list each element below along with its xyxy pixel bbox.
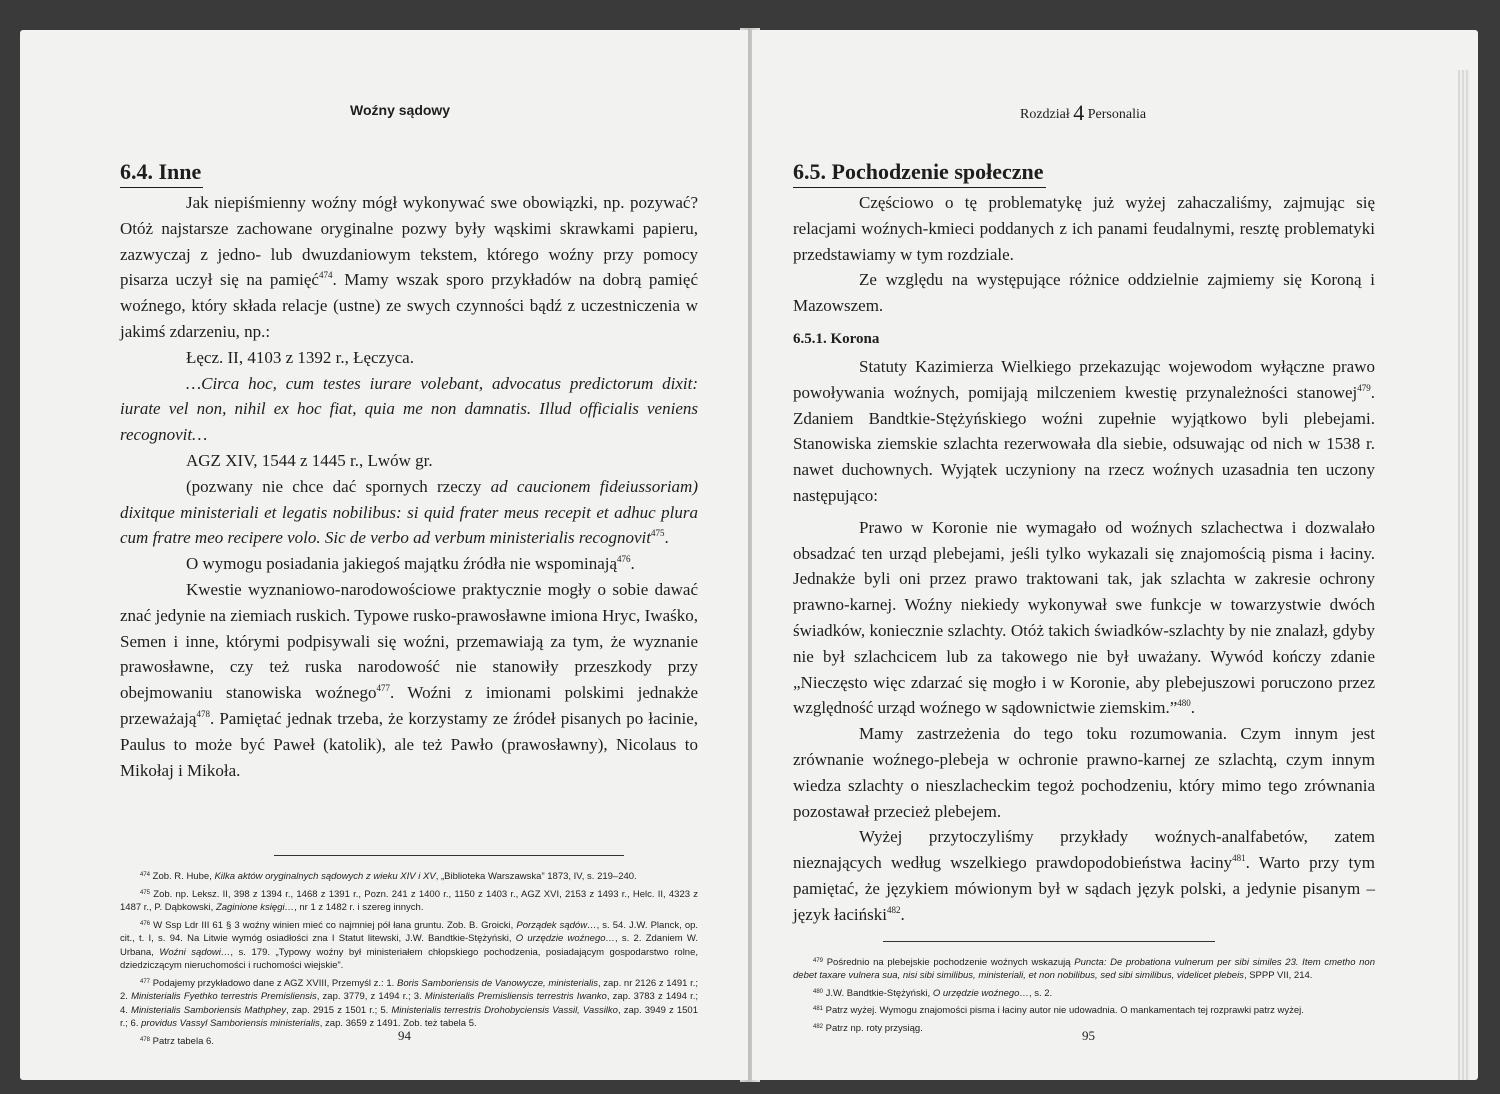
paragraph: Statuty Kazimierza Wielkiego przekazując wojewodom wyłączne prawo powoływania woźnych, pomijają milczeniem kwestię przynależności stanowej$^{479}$. Zdaniem Bandtkie-Stężyńskiego woźni zupełnie wyjątkowo byli plebejami. Stanowiska ziemskie szlachta rezerwowała dla siebie, odsuwając od nich w 1538 r. nawet duchownych. Wyjątek uczyniony na rzecz woźnych uzasadnia ten uczony następująco: bbox=[793, 356, 1375, 505]
paragraph: Kwestie wyznaniowo-narodowościowe praktycznie mogły o sobie dawać znać jedynie na ziemiach ruskich. Typowe rusko-prawosławne imiona Hryc, Iwaśko, Semen i inne, którymi podpisywali się woźni, przemawiają za tym, że wyznanie prawosławne, czy też ruska narodowość nie stanowiły przeszkody przy obejmowaniu stanowiska woźnego$^{477}$. Woźni z imionami polskimi jednakże przeważają$^{478}$. Pamiętać jednak trzeba, że korzystamy ze źródeł pisanych po łacinie, Paulus to może być Paweł (katolik), ale też Pawło (prawosławny), Nicolaus to Mikołaj i Mikoła. bbox=[120, 579, 699, 780]
footnote-rule bbox=[274, 855, 624, 856]
left-text-column bbox=[120, 157, 698, 1052]
source-citation: Łęcz. II, 4103 z 1392 r., Łęczyca. bbox=[186, 347, 414, 367]
footnote: $^{482}$ Patrz np. roty przysiąg. bbox=[813, 1022, 923, 1034]
paragraph: Wyżej przytoczyliśmy przykłady woźnych-analfabetów, zatem nieznających według wszelkiego prawdopodobieństwa łaciny$^{481}$. Warto przy tym pamiętać, że językiem mówionym był w sądach język polski, a jedynie pisanym – język łaciński$^{482}$. bbox=[793, 827, 1375, 924]
running-head: Rozdział 4 Personalia bbox=[1020, 100, 1147, 125]
latin-quote: …Circa hoc, cum testes iurare volebant, advocatus predictorum dixit: iurate vel non, nihil ex hoc fiat, quia me non damnatis. Illud officialis veniens recognovit… bbox=[120, 373, 698, 445]
right-page bbox=[752, 30, 1478, 1080]
footnote: $^{480}$ J.W. Bandtkie-Stężyński, O urzędzie woźnego…, s. 2. bbox=[813, 987, 1053, 999]
footnote: $^{474}$ Zob. R. Hube, Kilka aktów oryginalnych sądowych z wieku XIV i XV, „Biblioteka Warszawska” 1873, IV, s. 219–240. bbox=[140, 871, 637, 883]
footnote: $^{481}$ Patrz wyżej. Wymogu znajomości pisma i łaciny autor nie udowadnia. O mankamentach tej rozprawki patrz wyżej. bbox=[813, 1005, 1304, 1017]
footnote: $^{477}$ Podajemy przykładowo dane z AGZ XVIII, Przemyśl z.: 1. Boris Samboriensis de Vanowycze, ministerialis, zap. nr 2126 z 1491 r.; 2. Ministerialis Fyethko terrestris Premisliensis, zap. 3779, z 1494 r.; 3. Ministerialis Premisliensis terrestris Iwanko, zap. 3783 z 1494 r.; 4. Ministerialis Samboriensis Mathphey, zap. 2915 z 1501 r.; 5. Ministerialis terrestris Drohobyciensis Vassil, Vassilko, zap. 3949 z 1501 r.; 6. providus Vassyl Samboriensis ministerialis, zap. 3659 z 1491. Zob. też tabela 5. bbox=[120, 977, 699, 1030]
footnote: $^{476}$ W Ssp Ldr III 61 § 3 woźny winien mieć co najmniej pół łana gruntu. Zob. B. Groicki, Porządek sądów…, s. 54. J.W. Planck, op. cit., t. I, s. 94. Na Litwie wymóg osiadłości zna I Statut litewski, J.W. Bandtkie-Stężyński, O urzędzie woźnego…, s. 2. Zdaniem W. Urbana, Woźni sądowi…, s. 179. „Typowy woźny był ministeriałem chłopskiego pochodzenia, posiadającym gospodarstwo rolne, dziedziczącym nieruchomości i ruchomości wiejskie”. bbox=[120, 919, 699, 972]
latin-quote: (pozwany nie chce dać spornych rzeczy ad caucionem fideiussoriam) dixitque ministeriali et legatis nobilibus: si quid frater meus recepit et adhuc plura cum fratre meo recipere volo. Sic de verbo ad verbum ministerialis recognovit$^{475}$. bbox=[120, 476, 698, 548]
page-number: 94 bbox=[398, 1028, 411, 1043]
footnote-rule bbox=[883, 941, 1215, 942]
footnotes bbox=[793, 956, 1375, 1036]
running-head: Woźny sądowy bbox=[350, 102, 451, 118]
paragraph: Częściowo o tę problematykę już wyżej zahaczaliśmy, zajmując się relacjami woźnych-kmieci poddanych z ich panami feudalnymi, resztę problematyki przedstawiamy w tym rozdziale. bbox=[793, 193, 1375, 264]
right-text-column bbox=[793, 157, 1375, 1039]
block-quote: Prawo w Koronie nie wymagało od woźnych szlachectwa i dozwalało obsadzać ten urząd plebejami, jeśli tylko wykazali się znajomością pisma i łaciny. Jednakże byli oni przez prawo traktowani tak, jak szlachta w zakresie ochrony prawno-karnej. Woźny niekiedy wykonywał swe funkcje w towarzystwie dwóch świadków, koniecznie szlachty. Otóż takich świadków-szlachty by nie znalazł, gdyby nie był szlachcicem lub za takowego nie był uważany. Wywód kończy zdanie „Nieczęsto więc zdarzać się mogło i w Koronie, aby plebejuszowi poruczono przez względność urząd woźnego w sądownictwie ziemskim.”$^{480}$. bbox=[793, 517, 1375, 718]
section-heading: 6.5. Pochodzenie społeczne bbox=[793, 157, 1375, 188]
paragraph: O wymogu posiadania jakiegoś majątku źródła nie wspominają$^{476}$. bbox=[186, 554, 635, 574]
page-number: 95 bbox=[1082, 1028, 1095, 1043]
footnote: $^{479}$ Pośrednio na plebejskie pochodzenie woźnych wskazują Puncta: De probationa vulnerum per sibi similes 23. Item cmetho non debet taxare vulnera sua, nisi sibi similibus, ministeriali, et non nobilibus, sed sibi similibus, videlicet plebeis, SPPP VII, 214. bbox=[793, 956, 1376, 982]
footnotes bbox=[120, 870, 698, 1048]
footnote: $^{478}$ Patrz tabela 6. bbox=[140, 1035, 214, 1047]
source-citation: AGZ XIV, 1544 z 1445 r., Lwów gr. bbox=[186, 450, 433, 470]
paragraph: Ze względu na występujące różnice oddzielnie zajmiemy się Koroną i Mazowszem. bbox=[793, 270, 1375, 316]
section-heading: 6.4. Inne bbox=[120, 157, 698, 188]
paragraph: Mamy zastrzeżenia do tego toku rozumowania. Czym innym jest zrównanie woźnego-plebeja w ochronie prawno-karnej ze szlachtą, czym innym wiedza szlachty o nieszlacheckim tegoż pochodzeniu, który mimo tego zrównania pozostawał przecież plebejem. bbox=[793, 724, 1375, 821]
paragraph: Jak niepiśmienny woźny mógł wykonywać swe obowiązki, np. pozywać? Otóż najstarsze zachowane oryginalne pozwy były wąskimi skrawkami papieru, zazwyczaj z jedno- lub dwuzdaniowym tekstem, którego woźny przy pomocy pisarza uczył się na pamięć$^{474}$. Mamy wszak sporo przykładów na dobrą pamięć woźnego, który składa relacje (ustne) ze swych czynności bądź z uczestniczenia w jakimś zdarzeniu, np.: bbox=[120, 193, 698, 341]
subsection-heading: 6.5.1. Korona bbox=[793, 330, 880, 347]
page-edges bbox=[1458, 70, 1470, 1080]
left-page bbox=[20, 30, 748, 1080]
footnote: $^{475}$ Zob. np. Leksz. II, 398 z 1394 r., 1468 z 1391 r., Pozn. 241 z 1400 r., 1150 z 1403 r., AGZ XVI, 2153 z 1493 r., Helc. II, 4323 z 1487 r., P. Dąbkowski, Zaginione księgi…, nr 1 z 1482 r. i szereg innych. bbox=[120, 888, 699, 914]
